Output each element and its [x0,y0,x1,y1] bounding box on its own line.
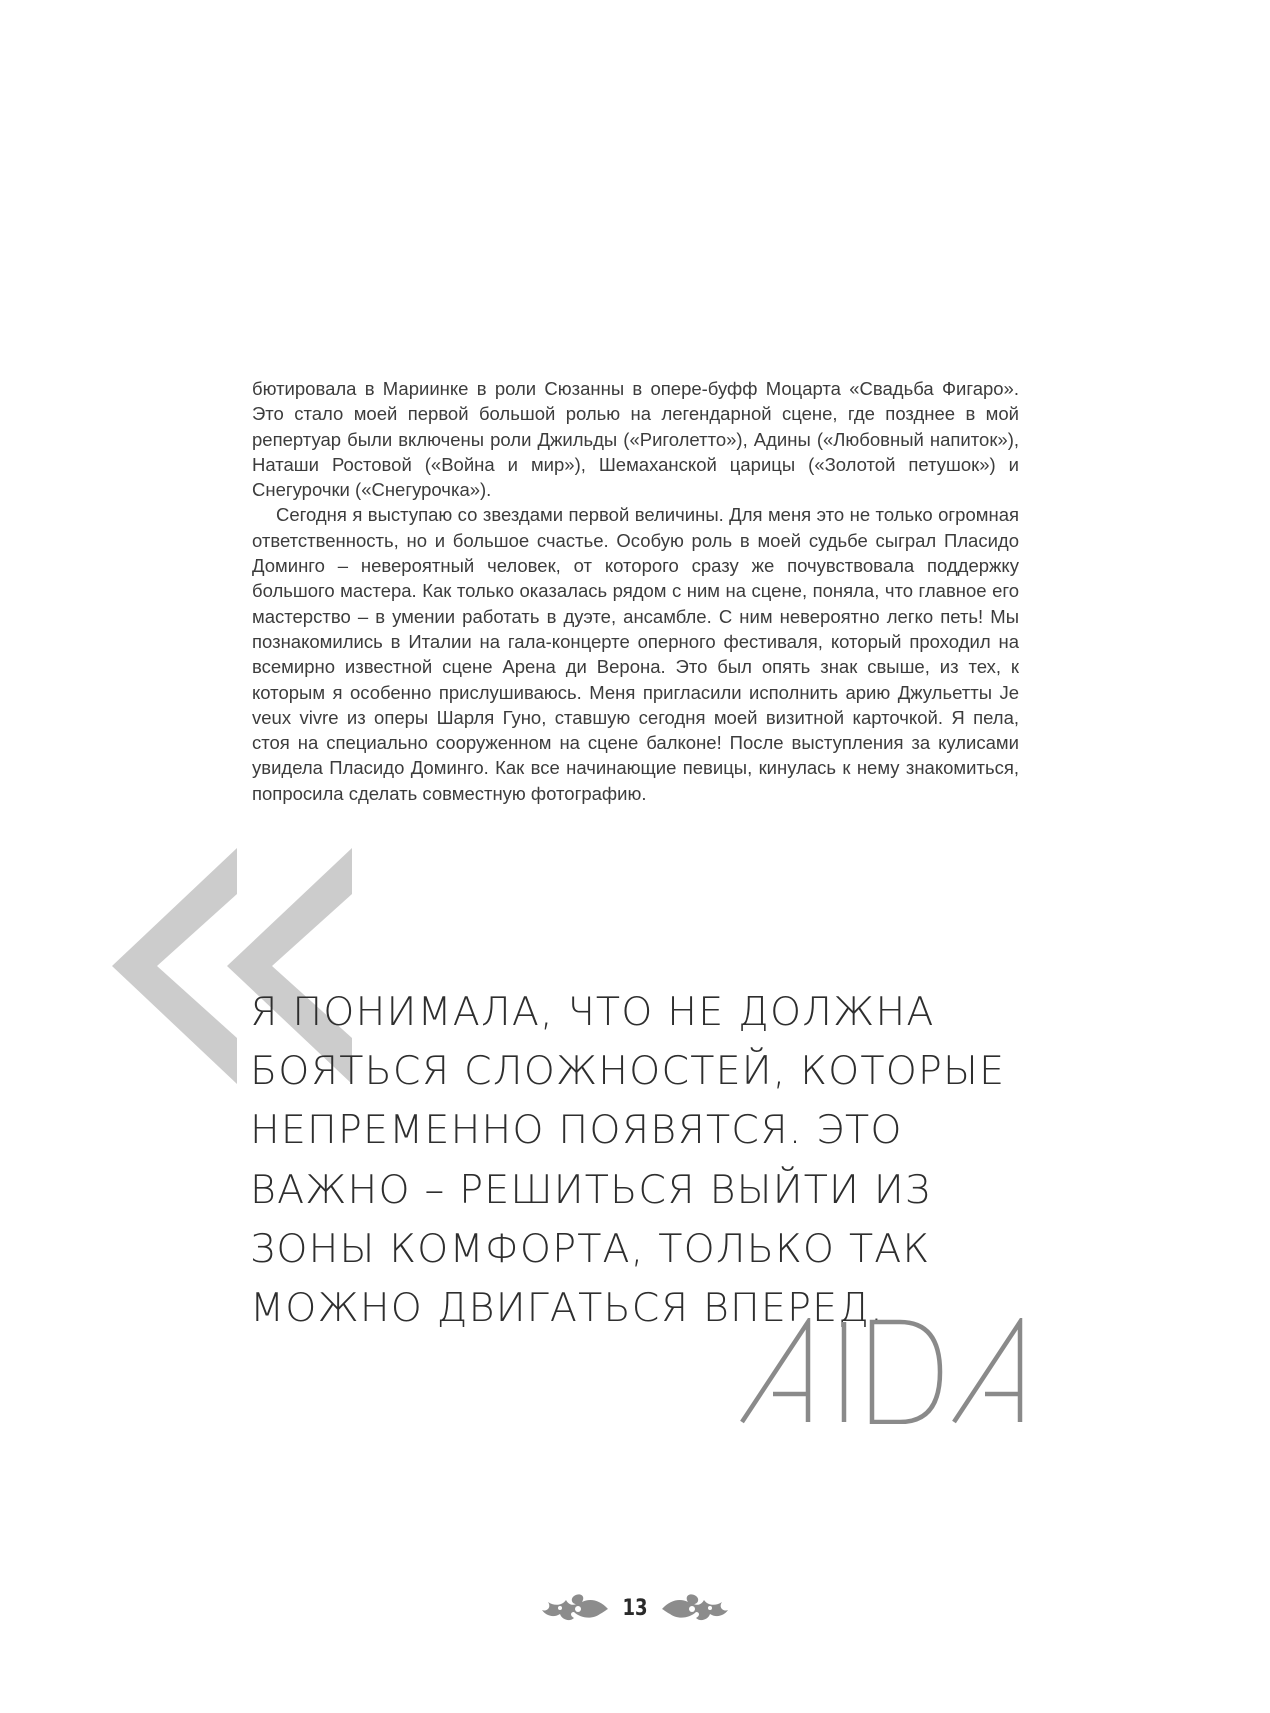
page-footer [0,1590,1270,1630]
flourish-ornament-icon [660,1592,730,1626]
logo-letter-d [872,1322,940,1422]
article-paragraph: бютировала в Мариинке в роли Сюзанны в опере-буфф Моцарта «Свадьба Фигаро». Это стало моей первой большой ролью на легендарной сцене, где позднее в мой репертуар были включены роли Джильды («Риголетто»), Адины («Любовный напиток»), Наташи Ростовой («Война и мир»), Шемаханской царицы («Золотой петушок») и Снегурочки («Снегурочка»). [252,378,1019,501]
pull-quote-line: ВАЖНО – РЕШИТЬСЯ ВЫЙТИ ИЗ [250,1166,932,1213]
article-body [252,376,1019,806]
pull-quote-line: МОЖНО ДВИГАТЬСЯ ВПЕРЕД. [250,1285,884,1332]
pull-quote-line: ЗОНЫ КОМФОРТА, ТОЛЬКО ТАК [250,1225,931,1272]
pull-quote-line: НЕПРЕМЕННО ПОЯВЯТСЯ. ЭТО [250,1107,903,1154]
guillemet-chevron-outer [112,848,237,1084]
logo-letter-a [954,1322,1020,1422]
aida-logo [740,1318,1025,1424]
logo-letter-a [742,1322,808,1422]
pull-quote [250,983,1010,1338]
article-paragraph: Сегодня я выступаю со звездами первой величины. Для меня это не только огромная ответственность, но и большое счастье. Особую роль в моей судьбе сыграл Пласидо Доминго – невероятный человек, от которого сразу же почувствовала поддержку большого мастера. Как только оказалась рядом с ним на сцене, поняла, что главное его мастерство – в умении работать в дуэте, ансамбле. С ним невероятно легко петь! Мы познакомились в Италии на гала-концерте оперного фестиваля, который проходил на всемирно известной сцене Арена ди Верона. Это был опять знак свыше, из тех, к которым я особенно прислушиваюсь. Меня пригласили исполнить арию Джульетты Je veux vivre из оперы Шарля Гуно, ставшую сегодня моей визитной карточкой. Я пела, стоя на специально сооруженном на сцене балконе! После выступления за кулисами увидела Пласидо Доминго. Как все начинающие певицы, кинулась к нему знакомиться, попросила сделать совместную фотографию. [252,504,1019,804]
pull-quote-line: Я ПОНИМАЛА, ЧТО НЕ ДОЛЖНА [250,989,935,1035]
page-number: 13 [622,1596,648,1621]
flourish-ornament-icon [540,1592,610,1626]
pull-quote-line: БОЯТЬСЯ СЛОЖНОСТЕЙ, КОТОРЫЕ [250,1048,1006,1095]
